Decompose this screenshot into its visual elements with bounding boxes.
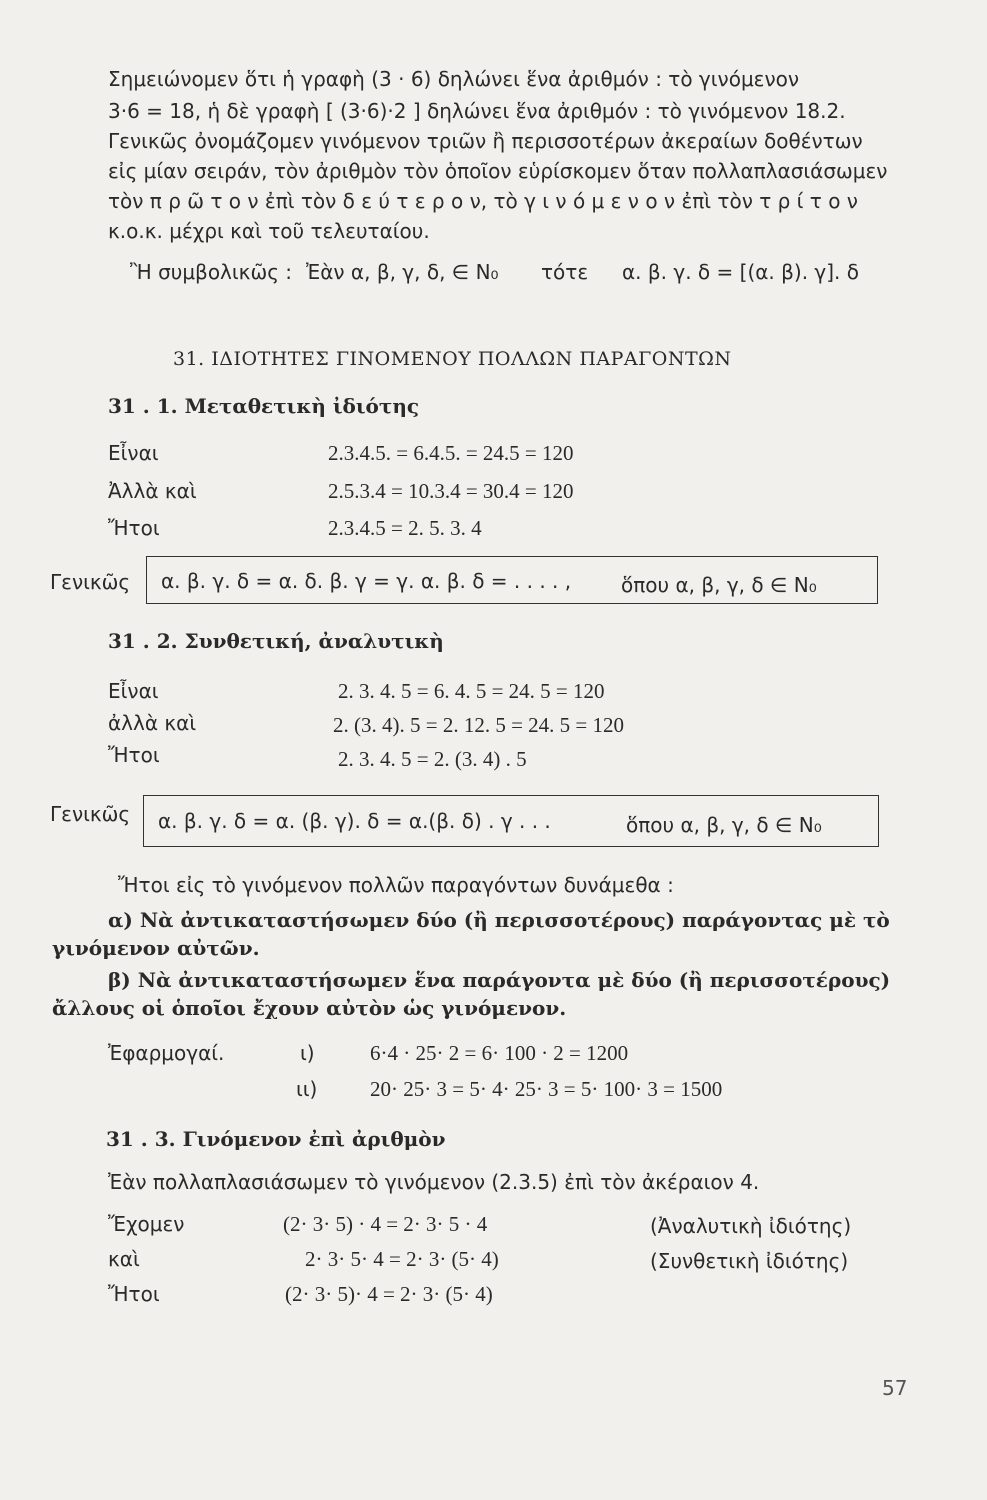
section-31-2-title: 31 . 2. Συνθετική, ἀναλυτικὴ [108, 629, 444, 653]
s313-row-1-expr: (2· 3· 5) · 4 = 2· 3· 5 · 4 [283, 1212, 488, 1236]
s313-row-1-label: Ἔχομεν [108, 1212, 185, 1236]
s312-general-label: Γενικῶς [50, 802, 131, 826]
intro-line-1: Σημειώνομεν ὅτι ἡ γραφὴ (3 · 6) δηλώνει ἕνα ἀριθμόν : τὸ γινόμενον [108, 67, 800, 91]
s311-row-1-label: Εἶναι [108, 441, 159, 465]
intro-line-2: 3·6 = 18, ἡ δὲ γραφὴ [ (3·6)·2 ] δηλώνει ἕνα ἀριθμόν : τὸ γινόμενον 18.2. [108, 99, 846, 123]
factors-b-line-1: β) Νὰ ἀντικαταστήσωμεν ἕνα παράγοντα μὲ δύο (ἢ περισσοτέρους) [108, 968, 891, 992]
intro-line-4: εἰς μίαν σειράν, τὸν ἀριθμὸν τὸν ὁποῖον εὑρίσκομεν ὅταν πολλαπλασιάσωμεν [108, 159, 888, 183]
s312-row-2-expr: 2. (3. 4). 5 = 2. 12. 5 = 24. 5 = 120 [333, 713, 625, 737]
s312-row-3-expr: 2. 3. 4. 5 = 2. (3. 4) . 5 [338, 747, 527, 771]
s311-box-condition: ὅπου α, β, γ, δ ∈ N₀ [621, 573, 817, 597]
application-i-expr: 6·4 · 25· 2 = 6· 100 · 2 = 1200 [370, 1041, 629, 1065]
s313-row-2-label: καὶ [108, 1247, 140, 1271]
symbolic-label: Ἢ συμβολικῶς : [130, 260, 293, 284]
s312-box-condition: ὅπου α, β, γ, δ ∈ N₀ [626, 813, 822, 837]
s311-row-3-expr: 2.3.4.5 = 2. 5. 3. 4 [328, 516, 482, 540]
s313-text: Ἐὰν πολλαπλασιάσωμεν τὸ γινόμενον (2.3.5) ἐπὶ τὸν ἀκέραιον 4. [108, 1170, 760, 1194]
s312-row-1-label: Εἶναι [108, 679, 159, 703]
intro-line-3: Γενικῶς ὀνομάζομεν γινόμενον τριῶν ἢ περισσοτέρων ἀκεραίων δοθέντων [108, 129, 863, 153]
intro-line-6: κ.ο.κ. μέχρι καὶ τοῦ τελευταίου. [108, 219, 430, 243]
factors-a-line-2: γινόμενον αὐτῶν. [52, 936, 260, 960]
s311-row-1-expr: 2.3.4.5. = 6.4.5. = 24.5 = 120 [328, 441, 574, 465]
s311-row-2-expr: 2.5.3.4 = 10.3.4 = 30.4 = 120 [328, 479, 574, 503]
s311-row-3-label: Ἤτοι [108, 516, 160, 540]
s313-row-3-label: Ἤτοι [108, 1282, 160, 1306]
s312-row-3-label: Ἤτοι [108, 743, 160, 767]
s311-general-label: Γενικῶς [50, 570, 131, 594]
s312-row-1-expr: 2. 3. 4. 5 = 6. 4. 5 = 24. 5 = 120 [338, 679, 605, 703]
symbolic-then: τότε [541, 260, 589, 284]
section-31-heading: 31. ΙΔΙΟΤΗΤΕΣ ΓΙΝΟΜΕΝΟΥ ΠΟΛΛΩΝ ΠΑΡΑΓΟΝΤΩΝ [173, 348, 732, 370]
application-ii-number: ιι) [296, 1077, 318, 1101]
factors-b-line-2: ἄλλους οἱ ὁποῖοι ἔχουν αὐτὸν ὡς γινόμενον. [52, 996, 567, 1020]
section-31-3-title: 31 . 3. Γινόμενον ἐπὶ ἀριθμὸν [106, 1127, 446, 1151]
s312-formula-box [143, 795, 879, 847]
s313-row-2-expr: 2· 3· 5· 4 = 2· 3· (5· 4) [305, 1247, 499, 1271]
factors-intro: Ἤτοι εἰς τὸ γινόμενον πολλῶν παραγόντων δυνάμεθα : [118, 873, 674, 897]
s313-row-2-note: (Συνθετικὴ ἰδιότης) [650, 1249, 849, 1273]
intro-line-5: τὸν π ρ ῶ τ ο ν ἐπὶ τὸν δ ε ύ τ ε ρ ο ν, τὸ γ ι ν ό μ ε ν ο ν ἐπὶ τὸν τ ρ ί τ ο ν [108, 189, 858, 213]
s312-row-2-label: ἀλλὰ καὶ [108, 711, 197, 735]
s311-row-2-label: Ἀλλὰ καὶ [108, 479, 197, 503]
s313-row-1-note: (Ἀναλυτικὴ ἰδιότης) [650, 1214, 852, 1238]
application-ii-expr: 20· 25· 3 = 5· 4· 25· 3 = 5· 100· 3 = 1500 [370, 1077, 723, 1101]
application-i-number: ι) [300, 1041, 315, 1065]
factors-a-line-1: α) Νὰ ἀντικαταστήσωμεν δύο (ἢ περισσοτέρους) παράγοντας μὲ τὸ [108, 908, 890, 932]
s311-formula-box [146, 556, 878, 604]
section-31-1-title: 31 . 1. Μεταθετικὴ ἰδιότης [108, 394, 420, 418]
page-number: 57 [882, 1376, 908, 1400]
symbolic-if: Ἐὰν α, β, γ, δ, ∈ N₀ [306, 260, 499, 284]
applications-label: Ἐφαρμογαί. [108, 1041, 225, 1065]
s313-row-3-expr: (2· 3· 5)· 4 = 2· 3· (5· 4) [285, 1282, 493, 1306]
s312-box-formula: α. β. γ. δ = α. (β. γ). δ = α.(β. δ) . γ . . . [158, 809, 551, 833]
s311-box-formula: α. β. γ. δ = α. δ. β. γ = γ. α. β. δ = . . . . , [161, 569, 572, 593]
symbolic-formula: α. β. γ. δ = [(α. β). γ]. δ [622, 260, 860, 284]
